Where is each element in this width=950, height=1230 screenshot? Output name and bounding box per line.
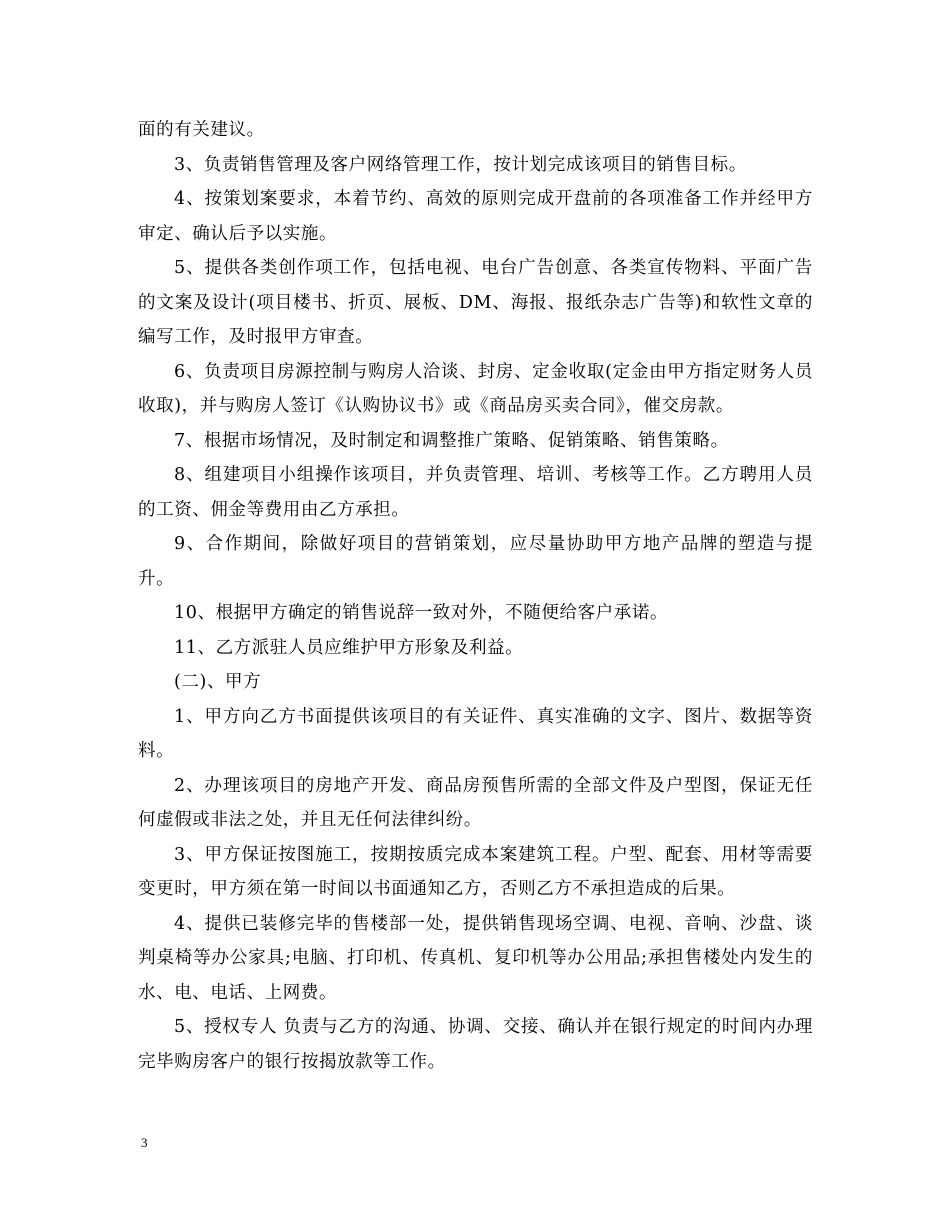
page-number: 3 xyxy=(141,1135,148,1150)
paragraph: 4、按策划案要求，本着节约、高效的原则完成开盘前的各项准备工作并经甲方审定、确认后予以实施。 xyxy=(138,189,813,244)
paragraph: 8、组建项目小组操作该项目，并负责管理、培训、考核等工作。乙方聘用人员的工资、佣金等费用由乙方承担。 xyxy=(138,465,813,520)
paragraph: 11、乙方派驻人员应维护甲方形象及利益。 xyxy=(174,637,524,658)
section-heading: (二)、甲方 xyxy=(174,672,262,692)
paragraph: 3、负责销售管理及客户网络管理工作，按计划完成该项目的销售目标。 xyxy=(174,154,747,175)
paragraph: 9、合作期间，除做好项目的营销策划，应尽量协助甲方地产品牌的塑造与提升。 xyxy=(138,534,813,589)
paragraph: 5、授权专人 负责与乙方的沟通、协调、交接、确认并在银行规定的时间内办理完毕购房客户的银行按揭放款等工作。 xyxy=(138,1017,813,1072)
paragraph: 2、办理该项目的房地产开发、商品房预售所需的全部文件及户型图，保证无任何虚假或非法之处，并且无任何法律纠纷。 xyxy=(138,775,813,830)
paragraph: 5、提供各类创作项工作，包括电视、电台广告创意、各类宣传物料、平面广告的文案及设计(项目楼书、折页、展板、DM、海报、报纸杂志广告等)和软性文章的编写工作，及时报甲方审查。 xyxy=(138,258,813,347)
paragraph: 3、甲方保证按图施工，按期按质完成本案建筑工程。户型、配套、用材等需要变更时，甲方须在第一时间以书面通知乙方，否则乙方不承担造成的后果。 xyxy=(138,844,813,899)
paragraph: 10、根据甲方确定的销售说辞一致对外，不随便给客户承诺。 xyxy=(174,603,669,623)
document-body xyxy=(138,113,813,1079)
paragraph: 6、负责项目房源控制与购房人洽谈、封房、定金收取(定金由甲方指定财务人员收取)，并与购房人签订《认购协议书》或《商品房买卖合同》，催交房款。 xyxy=(138,361,813,416)
paragraph: 7、根据市场情况，及时制定和调整推广策略、促销策略、销售策略。 xyxy=(174,430,729,451)
paragraph: 4、提供已装修完毕的售楼部一处，提供销售现场空调、电视、音响、沙盘、谈判桌椅等办公家具;电脑、打印机、传真机、复印机等办公用品;承担售楼处内发生的水、电、电话、上网费。 xyxy=(138,913,813,1003)
paragraph: 1、甲方向乙方书面提供该项目的有关证件、真实准确的文字、图片、数据等资料。 xyxy=(138,706,813,761)
paragraph: 面的有关建议。 xyxy=(138,120,265,140)
